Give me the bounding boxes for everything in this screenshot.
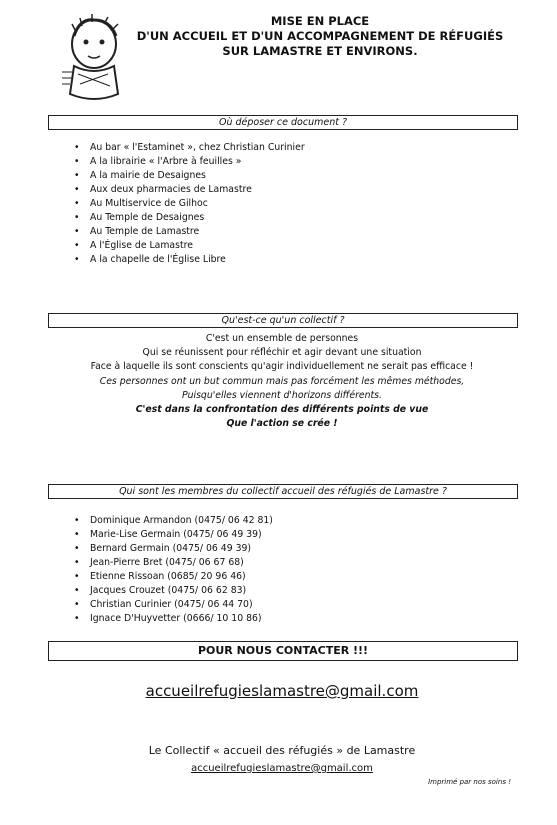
- contact-email-link[interactable]: accueilrefugieslamastre@gmail.com: [145, 682, 419, 700]
- list-item: • Etienne Rissoan (0685/ 20 96 46): [74, 570, 273, 584]
- list-item: • Au Temple de Desaignes: [74, 211, 305, 225]
- collective-signature: Le Collectif « accueil des réfugiés » de Lamastre: [148, 744, 416, 757]
- list-item: • Au bar « l'Estaminet », chez Christian Curinier: [74, 141, 305, 155]
- section-heading-members: Qui sont les membres du collectif accueil des réfugiés de Lamastre ?: [48, 484, 518, 499]
- page-title: [130, 14, 510, 59]
- list-item: • Au Temple de Lamastre: [74, 225, 305, 239]
- title-line-3: SUR LAMASTRE ET ENVIRONS.: [222, 44, 418, 58]
- list-item: • A la librairie « l'Arbre à feuilles »: [74, 155, 305, 169]
- list-item: • Ignace D'Huyvetter (0666/ 10 10 86): [74, 612, 273, 626]
- deposit-locations-list: [74, 141, 305, 267]
- definition-line: C'est un ensemble de personnes: [205, 333, 359, 344]
- definition-line: Puisqu'elles viennent d'horizons différents.: [182, 389, 382, 401]
- list-item: • A l'Église de Lamastre: [74, 239, 305, 253]
- child-drawing-logo-icon: [62, 14, 126, 106]
- list-item: • Bernard Germain (0475/ 06 49 39): [74, 542, 273, 556]
- list-item: • Jean-Pierre Bret (0475/ 06 67 68): [74, 556, 273, 570]
- list-item: • Christian Curinier (0475/ 06 44 70): [74, 598, 273, 612]
- definition-line: C'est dans la confrontation des différents points de vue: [135, 404, 429, 416]
- list-item: • Marie-Lise Germain (0475/ 06 49 39): [74, 528, 273, 542]
- definition-line: Face à laquelle ils sont conscients qu'agir individuellement ne serait pas efficace !: [90, 361, 474, 373]
- contact-heading: POUR NOUS CONTACTER !!!: [48, 641, 518, 661]
- list-item: • Dominique Armandon (0475/ 06 42 81): [74, 514, 273, 528]
- list-item: • A la mairie de Desaignes: [74, 169, 305, 183]
- list-item: • A la chapelle de l'Église Libre: [74, 253, 305, 267]
- logo-drawing: [62, 14, 126, 106]
- collective-definition: [48, 332, 516, 431]
- members-list: [74, 514, 273, 626]
- title-line-2: D'UN ACCUEIL ET D'UN ACCOMPAGNEMENT DE RÉFUGIÉS: [136, 29, 504, 43]
- list-item: • Aux deux pharmacies de Lamastre: [74, 183, 305, 197]
- title-line-1: MISE EN PLACE: [270, 14, 370, 28]
- definition-line: Ces personnes ont un but commun mais pas forcément les mêmes méthodes,: [99, 375, 465, 387]
- footer-email-link[interactable]: accueilrefugieslamastre@gmail.com: [191, 763, 373, 774]
- definition-line: Que l'action se crée !: [226, 418, 338, 430]
- list-item: • Au Multiservice de Gilhoc: [74, 197, 305, 211]
- section-heading-what: Qu'est-ce qu'un collectif ?: [48, 313, 518, 328]
- definition-line: Qui se réunissent pour réfléchir et agir devant une situation: [142, 347, 422, 359]
- printed-note: Imprimé par nos soins !: [428, 778, 511, 786]
- section-heading-where: Où déposer ce document ?: [48, 115, 518, 130]
- list-item: • Jacques Crouzet (0475/ 06 62 83): [74, 584, 273, 598]
